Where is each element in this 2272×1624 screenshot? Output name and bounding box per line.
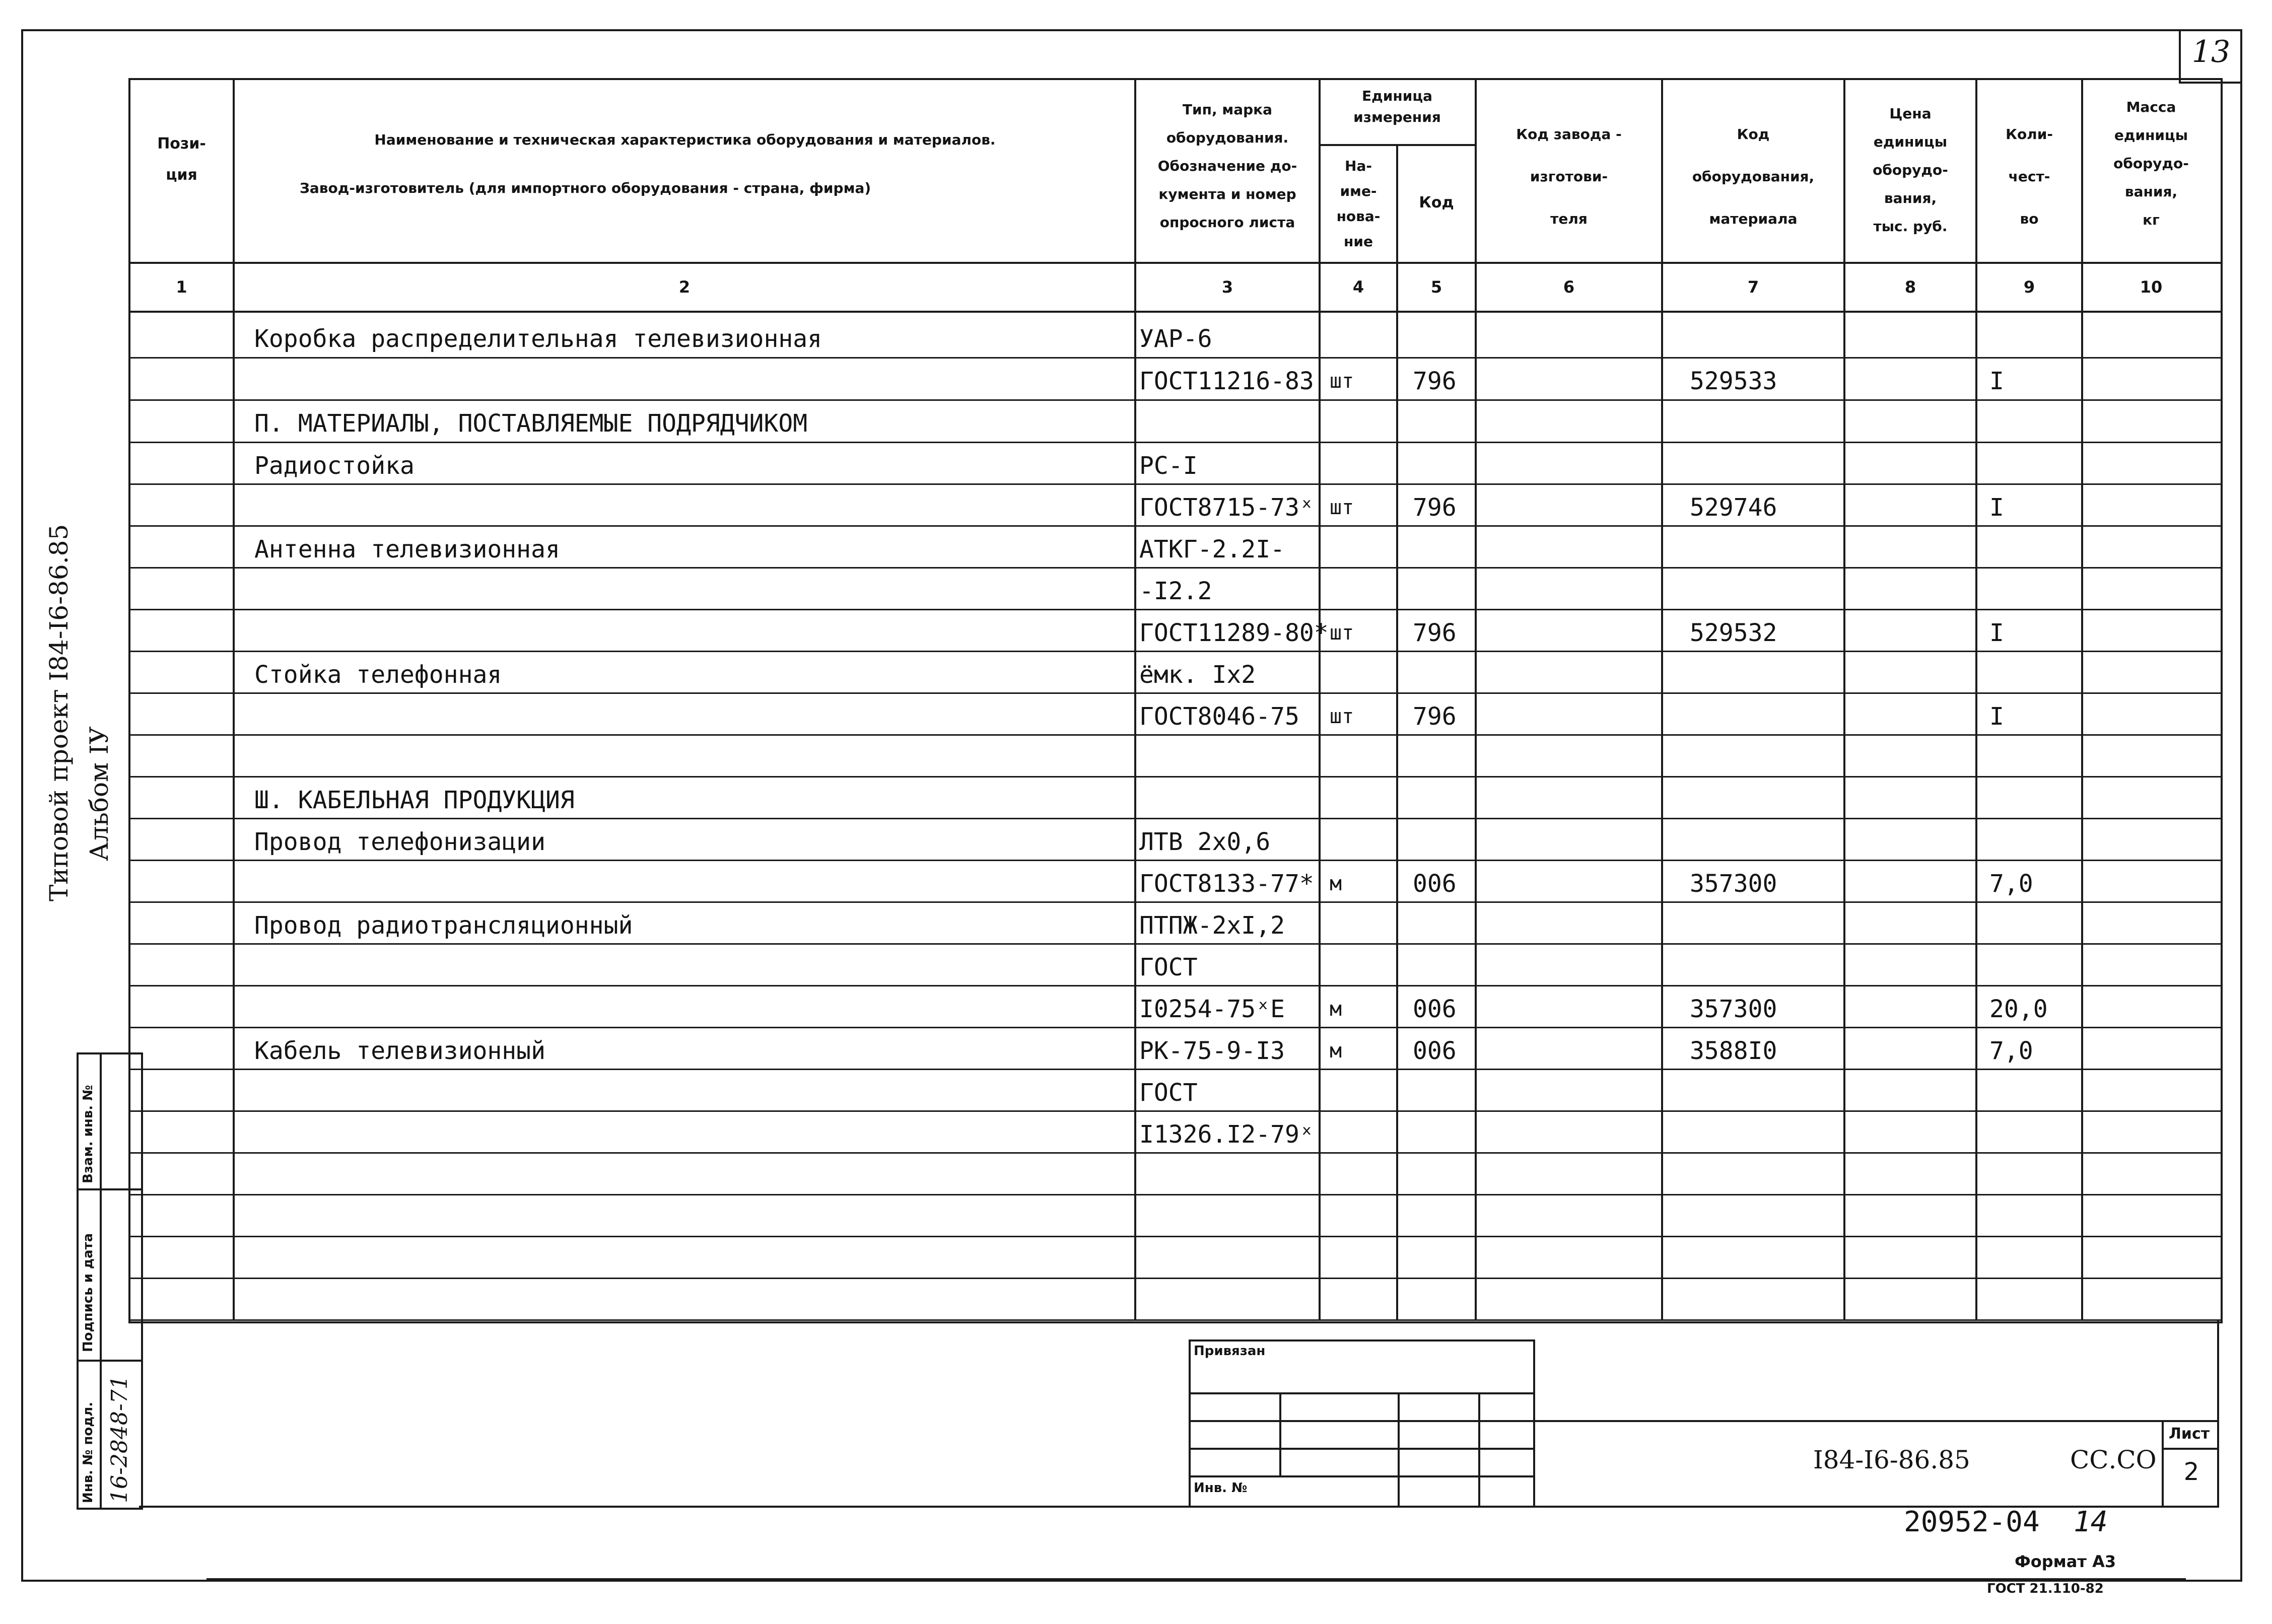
header-quantity: Коли- чест- во [2006, 126, 2053, 227]
list-number: 2 [2183, 1458, 2199, 1486]
binding-stamp-line [77, 1360, 141, 1362]
inv-label: Инв. № [1194, 1480, 1248, 1496]
inv-podl-label: Инв. № подл. [81, 1401, 96, 1503]
row-name: Коробка распределительная телевизионная [254, 325, 822, 353]
header-equipment-code: Код оборудования, материала [1692, 126, 1815, 227]
row-type: ёмк. Iх2 [1139, 660, 1256, 689]
row-line [128, 1069, 2223, 1070]
row-name: Кабель телевизионный [254, 1036, 545, 1065]
row-line [128, 1278, 2223, 1279]
row-unit: шт [1330, 621, 1354, 645]
row-line [128, 692, 2223, 694]
row-type: РК-75-9-I3 [1139, 1036, 1285, 1065]
privyazan-line [1189, 1448, 1533, 1450]
column-number: 7 [1747, 277, 1759, 297]
row-type: АТКГ-2.2I- [1139, 535, 1285, 563]
column-number: 1 [176, 277, 187, 297]
col-line [1396, 144, 1398, 1319]
row-type: ГОСТ8133-77* [1139, 869, 1314, 898]
format-label: Формат А3 [2015, 1552, 2116, 1571]
row-type: ГОСТ [1139, 953, 1198, 981]
row-line [128, 1194, 2223, 1195]
row-code: 796 [1413, 493, 1457, 522]
gost-label: ГОСТ 21.110-82 [1987, 1581, 2104, 1596]
row-line [128, 943, 2223, 945]
row-qty: 7,0 [1989, 869, 2033, 898]
row-name: Провод телефонизации [254, 827, 545, 856]
row-line [128, 985, 2223, 986]
row-qty: I [1989, 618, 2004, 647]
row-name: Антенна телевизионная [254, 535, 560, 563]
row-code: 796 [1413, 367, 1457, 395]
row-unit: м [1330, 997, 1342, 1021]
page-number: 13 [2191, 34, 2231, 69]
row-line [128, 1152, 2223, 1154]
row-type: -I2.2 [1139, 577, 1212, 605]
row-type: I1326.I2-79ˣ [1139, 1120, 1314, 1149]
row-code: 006 [1413, 869, 1457, 898]
privyazan-col [1398, 1392, 1400, 1506]
sheet-code: СС.СО [2070, 1445, 2157, 1474]
column-number: 4 [1352, 277, 1364, 297]
row-line [128, 483, 2223, 485]
row-code: 796 [1413, 618, 1457, 647]
row-eq-code: 357300 [1690, 995, 1777, 1023]
row-line [128, 609, 2223, 610]
row-code: 006 [1413, 1036, 1457, 1065]
binding-stamp-line [77, 1188, 141, 1190]
header-factory-code: Код завода - изготови- теля [1516, 126, 1622, 227]
row-unit: м [1330, 872, 1342, 895]
privyazan-col [1279, 1392, 1281, 1477]
row-name: П. МАТЕРИАЛЫ, ПОСТАВЛЯЕМЫЕ ПОДРЯДЧИКОМ [254, 409, 808, 438]
column-number: 5 [1430, 277, 1442, 297]
row-type: ГОСТ11289-80* [1139, 618, 1329, 647]
document-code: I84-I6-86.85 [1813, 1445, 1970, 1474]
row-line [128, 1110, 2223, 1112]
header-unit-group: Единица измерения [1353, 88, 1441, 125]
privyazan-label: Привязан [1194, 1344, 1266, 1359]
row-line [128, 1027, 2223, 1028]
row-qty: 20,0 [1989, 995, 2048, 1023]
row-line [128, 1319, 2223, 1321]
row-qty: I [1989, 702, 2004, 731]
row-line [128, 776, 2223, 778]
row-line [128, 525, 2223, 527]
row-type: ГОСТ11216-83 [1139, 367, 1314, 395]
podpis-data-label: Подпись и дата [81, 1233, 96, 1352]
list-label: Лист [2169, 1425, 2210, 1443]
row-name: Радиостойка [254, 451, 415, 480]
row-type: ГОСТ [1139, 1078, 1198, 1107]
column-number: 2 [678, 277, 691, 297]
row-name: Ш. КАБЕЛЬНАЯ ПРОДУКЦИЯ [254, 786, 575, 814]
row-unit: шт [1330, 496, 1354, 519]
row-qty: I [1989, 493, 2004, 522]
header-bottom-line [128, 262, 2223, 264]
row-qty: I [1989, 367, 2004, 395]
row-name: Стойка телефонная [254, 660, 502, 689]
row-qty: 7,0 [1989, 1036, 2033, 1065]
row-type: УАР-6 [1139, 325, 1212, 353]
title-block-line [1533, 1420, 2219, 1422]
header-unit-code: Код [1419, 194, 1454, 211]
row-type: I0254-75ˣЕ [1139, 995, 1285, 1023]
privyazan-line [1189, 1475, 1533, 1477]
row-line [128, 567, 2223, 569]
header-position: Пози- ция [157, 135, 206, 184]
row-eq-code: 3588I0 [1690, 1036, 1777, 1065]
row-eq-code: 529533 [1690, 367, 1777, 395]
privyazan-col [1478, 1392, 1480, 1506]
row-line [128, 399, 2223, 401]
row-unit: м [1330, 1039, 1342, 1063]
header-name: Наименование и техническая характеристика оборудования и материалов. Завод-изготовитель (для импортного оборудования - страна, фирма) [300, 131, 996, 196]
row-line [128, 860, 2223, 861]
row-line [128, 442, 2223, 443]
vzam-inv-label: Взам. инв. № [81, 1085, 96, 1183]
list-box-line [2162, 1448, 2219, 1450]
row-type: ГОСТ8046-75 [1139, 702, 1299, 731]
header-unit-name: На- име- нова- ние [1336, 158, 1381, 250]
row-line [128, 734, 2223, 736]
row-line [128, 818, 2223, 819]
column-number: 3 [1221, 277, 1233, 297]
row-eq-code: 357300 [1690, 869, 1777, 898]
header-type: Тип, марка оборудования. Обозначение до- кумента и номер опросного листа [1157, 101, 1297, 231]
row-code: 796 [1413, 702, 1457, 731]
column-number: 6 [1563, 277, 1575, 297]
column-number: 8 [1904, 277, 1916, 297]
row-unit: шт [1330, 704, 1354, 728]
row-unit: шт [1330, 370, 1354, 393]
row-type: ГОСТ8715-73ˣ [1139, 493, 1314, 522]
privyazan-line [1189, 1392, 1533, 1394]
row-line [128, 1236, 2223, 1237]
column-number: 10 [2140, 277, 2163, 297]
column-number: 9 [2023, 277, 2035, 297]
row-line [128, 651, 2223, 652]
footer-line [206, 1578, 2186, 1580]
privyazan-line [1189, 1420, 1533, 1422]
row-line [128, 357, 2223, 359]
archive-number: 20952-04 14 [1904, 1506, 2108, 1538]
project-title: Типовой проект I84-I6-86.85 [44, 524, 74, 901]
row-type: РС-I [1139, 451, 1198, 480]
header-price: Цена единицы оборудо- вания, тыс. руб. [1873, 105, 1948, 235]
row-code: 006 [1413, 995, 1457, 1023]
colnum-bottom-line [128, 311, 2223, 313]
row-line [128, 901, 2223, 903]
binding-stamp-split [100, 1052, 102, 1510]
album-label: Альбом IУ [85, 726, 114, 861]
row-eq-code: 529532 [1690, 618, 1777, 647]
row-type: ПТПЖ-2хI,2 [1139, 911, 1285, 940]
row-type: ЛТВ 2х0,6 [1139, 827, 1271, 856]
row-eq-code: 529746 [1690, 493, 1777, 522]
inv-podl-number: 16-2848-71 [107, 1375, 132, 1503]
row-name: Провод радиотрансляционный [254, 911, 633, 940]
header-mass: Масса единицы оборудо- вания, кг [2113, 99, 2189, 228]
